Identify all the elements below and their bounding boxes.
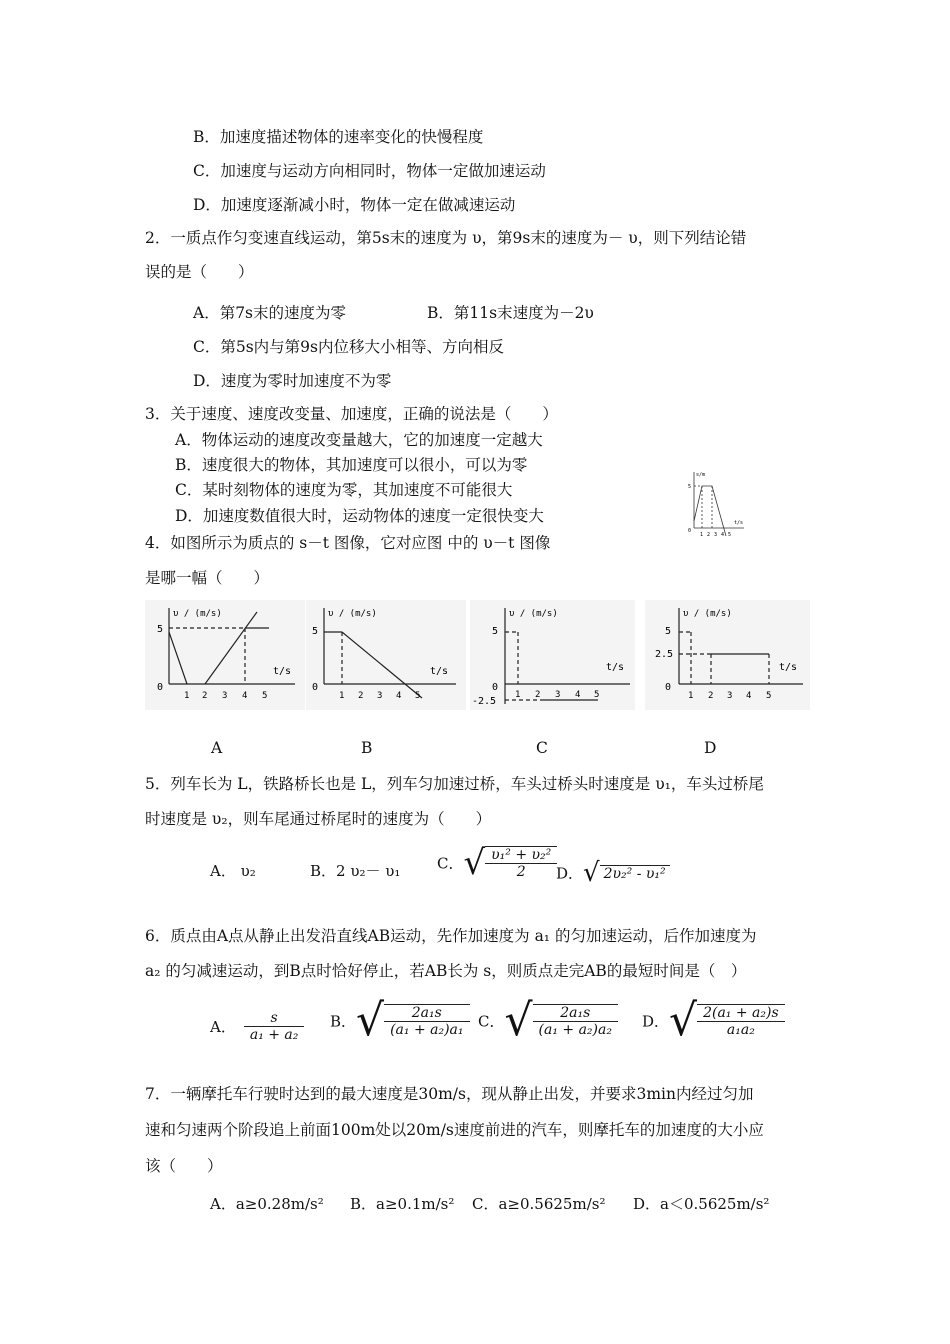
q3-option-b: B．速度很大的物体，其加速度可以很小，可以为零 bbox=[175, 456, 528, 474]
graph-b-xtick-2: 2 bbox=[358, 691, 364, 701]
q1-option-c: C．加速度与运动方向相同时，物体一定做加速运动 bbox=[193, 162, 546, 180]
q4-stem-line1: 4．如图所示为质点的 s－t 图像，它对应图 中的 υ－t 图像 bbox=[145, 534, 551, 552]
graph-c-xtick-5: 5 bbox=[594, 690, 600, 700]
st-origin: 0 bbox=[688, 528, 692, 534]
st-tick-2: 2 bbox=[707, 532, 711, 538]
q3-option-a: A．物体运动的速度改变量越大，它的加速度一定越大 bbox=[175, 431, 543, 449]
q5-option-c-label: C． bbox=[437, 854, 464, 873]
st-tick-4: 4 bbox=[721, 532, 725, 538]
graph-d-xtick-5: 5 bbox=[766, 691, 772, 701]
graph-c bbox=[470, 600, 635, 710]
graph-b-xtick-5: 5 bbox=[415, 691, 421, 701]
graph-a-xtick-2: 2 bbox=[202, 691, 208, 701]
q5-option-c-fraction bbox=[485, 846, 557, 880]
q5-stem-line1: 5．列车长为 L，铁路桥长也是 L，列车匀加速过桥，车头过桥头时速度是 υ₁，车头过桥尾 bbox=[145, 775, 764, 793]
graph-c-xtick-2: 2 bbox=[535, 690, 541, 700]
graph-c-label: C bbox=[536, 739, 548, 757]
q6-option-a bbox=[210, 1010, 304, 1043]
q3-stem: 3．关于速度、速度改变量、加速度，正确的说法是（ ） bbox=[145, 405, 558, 423]
q7-option-b: B．a≥0.1m/s² bbox=[350, 1195, 455, 1213]
graph-b-label: B bbox=[361, 739, 373, 757]
graph-d-origin: 0 bbox=[665, 682, 672, 693]
q2-option-a: A．第7s末的速度为零 bbox=[193, 304, 347, 322]
graph-d-xtick-1: 1 bbox=[688, 691, 694, 701]
graph-a-xlabel: t/s bbox=[273, 666, 292, 677]
graph-a-xtick-1: 1 bbox=[184, 691, 190, 701]
q6-option-b-num: 2a₁s bbox=[384, 1005, 469, 1022]
q6-option-d-num: 2(a₁ + a₂)s bbox=[697, 1005, 785, 1022]
q6-option-c bbox=[478, 995, 618, 1046]
q6-option-b-den: (a₁ + a₂)a₁ bbox=[390, 1022, 464, 1038]
graph-a-ytick-5: 5 bbox=[157, 624, 164, 635]
graph-d-label: D bbox=[704, 739, 717, 757]
graph-d-ytick-25: 2.5 bbox=[655, 649, 674, 660]
q6-option-b-label: B． bbox=[330, 1012, 357, 1031]
st-ylabel: s/m bbox=[696, 472, 706, 478]
graph-a-label: A bbox=[211, 739, 223, 757]
graph-c-origin: 0 bbox=[492, 682, 499, 693]
graph-d-ytick-5: 5 bbox=[665, 626, 672, 637]
q5-option-a: A． υ₂ bbox=[210, 862, 256, 880]
q6-option-b bbox=[330, 995, 470, 1046]
graph-d-xtick-4: 4 bbox=[746, 691, 752, 701]
q5-option-c-radical: √ bbox=[463, 843, 486, 883]
q6-option-a-num: s bbox=[244, 1010, 305, 1027]
q5-option-b: B．2 υ₂－ υ₁ bbox=[310, 862, 401, 880]
graph-c-xlabel: t/s bbox=[606, 662, 625, 673]
q5-stem-line2: 时速度是 υ₂，则车尾通过桥尾时的速度为（ ） bbox=[145, 810, 492, 828]
q4-stem-line2: 是哪一幅（ ） bbox=[145, 569, 270, 587]
st-tick-3: 3 bbox=[714, 532, 718, 538]
q6-option-b-fraction bbox=[384, 1004, 469, 1038]
q2-stem-line2: 误的是（ ） bbox=[145, 263, 254, 281]
graph-c-xtick-1: 1 bbox=[515, 690, 521, 700]
st-tick-5: 5 bbox=[728, 532, 732, 538]
q6-option-c-den: (a₁ + a₂)a₂ bbox=[538, 1022, 612, 1038]
graph-a-origin: 0 bbox=[157, 682, 164, 693]
q7-option-a: A．a≥0.28m/s² bbox=[210, 1195, 324, 1213]
graph-c-xtick-3: 3 bbox=[555, 690, 561, 700]
q5-option-c-num: υ₁² + υ₂² bbox=[485, 847, 557, 864]
graph-d-ylabel: υ / (m/s) bbox=[683, 609, 732, 619]
graph-d bbox=[645, 600, 810, 710]
graph-b-xtick-1: 1 bbox=[339, 691, 345, 701]
q5-option-d-radical: √ bbox=[583, 858, 600, 888]
graph-d-xtick-3: 3 bbox=[727, 691, 733, 701]
graph-a-xtick-5: 5 bbox=[262, 691, 268, 701]
graph-b-xtick-3: 3 bbox=[377, 691, 383, 701]
q6-option-d-den: a₁a₂ bbox=[726, 1022, 755, 1038]
graph-b-xtick-4: 4 bbox=[396, 691, 402, 701]
q1-option-b: B．加速度描述物体的速率变化的快慢程度 bbox=[193, 128, 484, 146]
graph-c-ylabel: υ / (m/s) bbox=[509, 609, 558, 619]
q5-option-d-expr: 2υ₂² - υ₁² bbox=[600, 865, 670, 882]
q7-option-d: D．a＜0.5625m/s² bbox=[633, 1195, 770, 1213]
q6-option-a-fraction bbox=[244, 1010, 305, 1043]
q6-option-c-radical: √ bbox=[504, 995, 533, 1046]
graph-d-xtick-2: 2 bbox=[708, 691, 714, 701]
q6-stem-line1: 6．质点由A点从静止出发沿直线AB运动，先作加速度为 a₁ 的匀加速运动，后作加速度为 bbox=[145, 927, 757, 945]
graph-c-xtick-4: 4 bbox=[575, 690, 581, 700]
graph-b-xlabel: t/s bbox=[430, 666, 449, 677]
q6-option-d-label: D． bbox=[642, 1012, 670, 1031]
graph-a-xtick-4: 4 bbox=[242, 691, 248, 701]
st-curve bbox=[694, 486, 726, 536]
q3-option-d: D．加速度数值很大时，运动物体的速度一定很快变大 bbox=[175, 507, 544, 525]
q5-option-d bbox=[556, 856, 670, 890]
q2-option-b: B．第11s末速度为－2υ bbox=[427, 304, 594, 322]
q7-stem-line1: 7．一辆摩托车行驶时达到的最大速度是30m/s，现从静止出发，并要求3min内经过匀加 bbox=[145, 1085, 754, 1103]
q5-option-d-label: D． bbox=[556, 864, 584, 883]
q6-stem-line2: a₂ 的匀减速运动，到B点时恰好停止，若AB长为 s，则质点走完AB的最短时间是（ ） bbox=[145, 962, 747, 980]
graph-c-ytick-neg: -2.5 bbox=[472, 696, 497, 707]
q5-option-c-den: 2 bbox=[516, 864, 526, 880]
q6-option-a-den: a₁ + a₂ bbox=[249, 1027, 299, 1043]
q3-option-c: C．某时刻物体的速度为零，其加速度不可能很大 bbox=[175, 481, 513, 499]
q7-option-c: C．a≥0.5625m/s² bbox=[472, 1195, 606, 1213]
graph-b-origin: 0 bbox=[312, 682, 319, 693]
q2-option-d: D．速度为零时加速度不为零 bbox=[193, 372, 392, 390]
graph-b bbox=[306, 600, 466, 710]
q6-option-a-label: A． bbox=[210, 1018, 236, 1036]
q6-option-c-num: 2a₁s bbox=[533, 1005, 618, 1022]
q7-stem-line3: 该（ ） bbox=[145, 1157, 223, 1175]
graph-a bbox=[145, 600, 305, 710]
q7-stem-line2: 速和匀速两个阶段追上前面100m处以20m/s速度前进的汽车，则摩托车的加速度的大小应 bbox=[145, 1121, 764, 1139]
q6-option-c-fraction bbox=[533, 1004, 618, 1038]
st-tick-1: 1 bbox=[700, 532, 704, 538]
graph-a-xtick-3: 3 bbox=[222, 691, 228, 701]
q6-option-b-radical: √ bbox=[356, 995, 385, 1046]
q2-stem-line1: 2．一质点作匀变速直线运动，第5s末的速度为 υ，第9s末的速度为－ υ，则下列结论错 bbox=[145, 229, 747, 247]
q6-option-c-label: C． bbox=[478, 1012, 505, 1031]
graph-a-ylabel: υ / (m/s) bbox=[173, 609, 222, 619]
q6-option-d-fraction bbox=[697, 1004, 785, 1038]
q6-option-d bbox=[642, 995, 785, 1046]
graph-d-xlabel: t/s bbox=[779, 662, 798, 673]
q4-st-graph bbox=[686, 466, 748, 538]
q5-option-c bbox=[437, 843, 557, 883]
q6-option-d-radical: √ bbox=[669, 995, 698, 1046]
graph-b-ylabel: υ / (m/s) bbox=[328, 609, 377, 619]
graph-b-ytick-5: 5 bbox=[312, 626, 319, 637]
q2-option-c: C．第5s内与第9s内位移大小相等、方向相反 bbox=[193, 338, 504, 356]
st-xlabel: t/s bbox=[734, 520, 744, 526]
graph-c-ytick-5: 5 bbox=[492, 626, 499, 637]
q1-option-d: D．加速度逐渐减小时，物体一定在做减速运动 bbox=[193, 196, 516, 214]
st-y5: 5 bbox=[688, 484, 692, 490]
